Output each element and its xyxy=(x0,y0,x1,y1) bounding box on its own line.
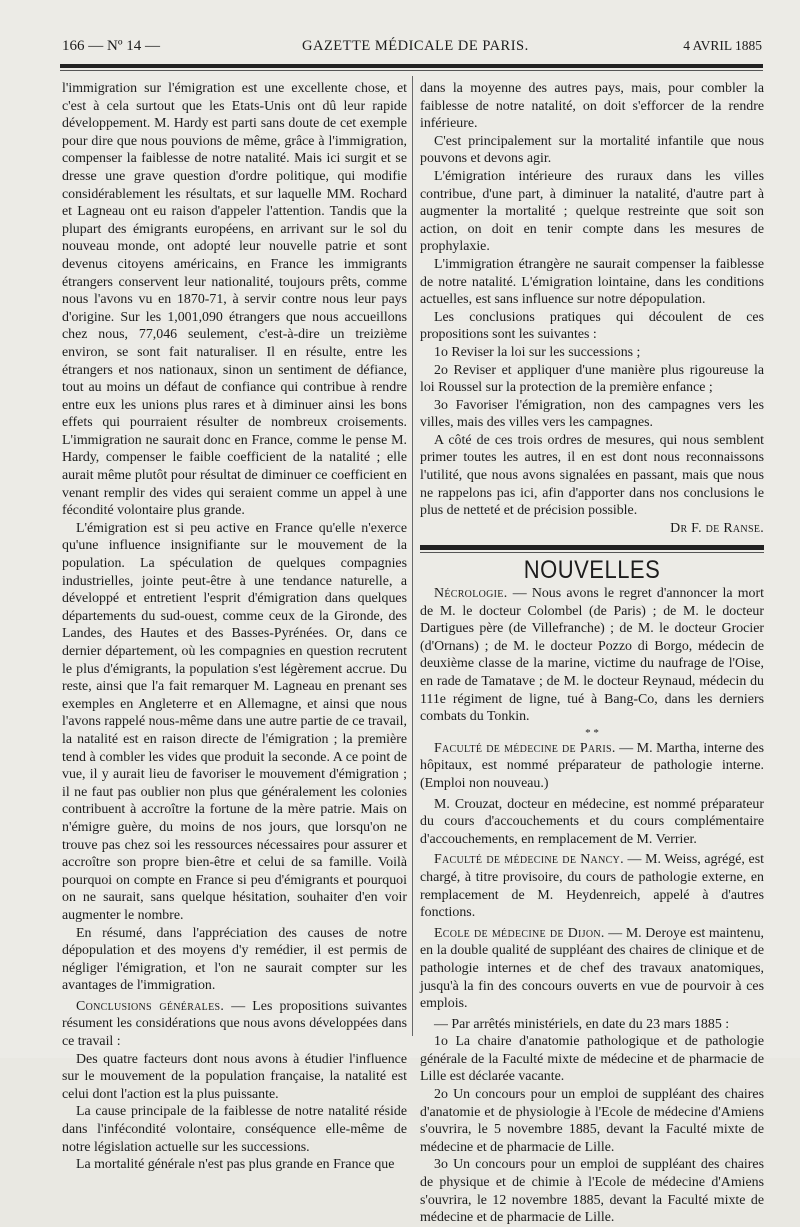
paragraph: L'immigration étrangère ne saurait compenser la faiblesse de notre natalité. L'émigration lointaine, dans les conditions actuelles, est sans influence sur notre dépopulation. xyxy=(420,256,764,308)
news-item xyxy=(420,740,764,793)
news-item xyxy=(420,585,764,726)
paragraph-text: — Les propositions suivantes résument les considérations que nous avons développées dans ce travail : xyxy=(62,998,407,1050)
list-item: 1o Reviser la loi sur les successions ; xyxy=(434,344,641,360)
section-title: NOUVELLES xyxy=(523,555,661,585)
paragraph: Les conclusions pratiques qui découlent de ces propositions sont les suivantes : xyxy=(420,309,764,343)
news-heading: Faculté de médecine de Paris. xyxy=(434,740,616,756)
news-heading: Nécrologie. xyxy=(434,586,508,602)
news-heading: Faculté de médecine de Nancy. xyxy=(434,852,624,868)
paragraph: En résumé, dans l'appréciation des causes de notre dépopulation et des moyens d'y remédier, il est permis de négliger l'émigration, et l'on ne saurait compter sur les avantages de l'immigration. xyxy=(62,925,407,994)
list-item: 2o Reviser et appliquer d'une manière plus rigoureuse la loi Roussel sur la protection de la première enfance ; xyxy=(420,362,764,396)
paragraph: C'est principalement sur la mortalité infantile que nous pouvons et devons agir. xyxy=(420,133,764,167)
news-item: 1o La chaire d'anatomie pathologique et de pathologie générale de la Faculté mixte de médecine et de pharmacie de Lille est déclarée vacante. xyxy=(420,1034,764,1085)
news-item xyxy=(420,851,764,921)
news-text: — M. Martha, interne des hôpitaux, est nommé préparateur de pathologie interne. (Emploi non nouveau.) xyxy=(420,740,765,791)
news-item: 2o Un concours pour un emploi de suppléant des chaires d'anatomie et de physiologie à l'Ecole de médecine d'Amiens s'ouvrira, le 5 novembre 1885, devant la Faculté mixte de médecine et de pharmacie de Lille. xyxy=(420,1087,764,1155)
news-item xyxy=(420,925,764,1013)
conclusions-paragraph xyxy=(62,998,407,1051)
right-column xyxy=(420,80,764,1227)
header-rule-thin xyxy=(60,70,763,71)
news-item: M. Crouzat, docteur en médecine, est nommé préparateur du cours d'accouchements et du cours complémentaire d'accouchements, en remplacement de M. Verrier. xyxy=(420,796,764,847)
page-header xyxy=(62,38,762,58)
news-heading: Ecole de médecine de Dijon. xyxy=(434,925,605,941)
separator-stars: * * xyxy=(585,726,599,739)
paragraph: La mortalité générale n'est pas plus grande en France que xyxy=(76,1157,395,1173)
journal-title: GAZETTE MÉDICALE DE PARIS. xyxy=(302,38,529,54)
paragraph: La cause principale de la faiblesse de notre natalité réside dans l'infécondité volontaire, conséquence elle-même de notre législation actuelle sur les successions. xyxy=(62,1104,407,1155)
paragraph: l'immigration sur l'émigration est une excellente chose, et c'est à cela surtout que les Etats-Unis ont dû leur rapide développement. M. Hardy est parti sans doute de cet exemple pour dire que nous pouvions de même, grâce à l'immigration, compenser la faiblesse de notre natalité. Mais ici surgit et se dresse une grave question d'ordre politique, qui modifie considérablement les résultats, et sur laquelle MM. Rochard et Lagneau ont eu raison d'appeler l'attention. Tandis que la plupart des émigrants européens, en arrivant sur le sol du nouveau monde, ont adopté leur nouvelle patrie et sont devenus citoyens américains, en France les immigrants étrangers conservent leur nationalité, toujours prêts, comme nous l'avons vu en 1870-71, à servir contre nous leur pays d'origine. Sur les 1,001,090 étrangers que nous accueillons chez nous, 77,046 seulement, c'est-à-dire un treizième environ, se sont fait naturaliser. Il en résulte, entre les étrangers et nos nationaux, sinon un sentiment de défiance, tout au moins un défaut de confiance qui contribue à rendre entre eux les unions plus rares et à diminuer ainsi les bons effets qui pourraient résulter de nombreux croisements. L'immigration ne saurait donc en France, comme le pense M. Hardy, compenser le faible coefficient de la natalité ; elle aurait même plutôt pour résultat de diminuer ce coefficient en venant remplir des vides qui seraient comme un appel à une fécondité volontaire plus grande. xyxy=(62,81,407,519)
column-divider xyxy=(412,76,413,1036)
news-text: — M. Weiss, agrégé, est chargé, à titre provisoire, du cours de pathologie externe, en remplacement de M. Heydenreich, appelé à d'autres fonctions. xyxy=(420,852,764,921)
page-number: 166 — Nº 14 — xyxy=(62,38,160,54)
header-rule xyxy=(60,64,763,68)
issue-date: 4 AVRIL 1885 xyxy=(683,38,762,53)
news-text: — Nous avons le regret d'annoncer la mort de M. le docteur Colombel (de Paris) ; de M. le docteur Dartigues père (de Villefranche) ; de M. le docteur Grocier (d'Ornans) ; de M. le docteur Pozzo di Borgo, médecin de deuxième classe de la marine, victime du naufrage de l'Oise, en rade de Tamatave ; de M. le docteur Reynaud, médecin du 111e régiment de ligne, tué à Bang-Co, dans les derniers combats du Tonkin. xyxy=(420,586,764,725)
news-text: — M. Deroye est maintenu, en la double qualité de suppléant des chaires de clinique et de pathologie internes et de chef des travaux anatomiques, jusqu'à la fin des concours ouverts en vue de pourvoir à ces emplois. xyxy=(420,925,764,1012)
paragraph: dans la moyenne des autres pays, mais, pour combler la faiblesse de notre natalité, on doit s'efforcer de la rendre inférieure. xyxy=(420,81,764,132)
paragraph: L'émigration intérieure des ruraux dans les villes contribue, d'une part, à diminuer la natalité, d'autre part à augmenter la mortalité ; quelque restreinte que soit son action, on doit en tenir compte dans les mesures de prophylaxie. xyxy=(420,168,764,255)
paragraph: L'émigration est si peu active en France qu'elle n'exerce qu'une influence insignifiante sur le mouvement de la population. La spéculation de quelques compagnies industrielles, jointe peut-être à une tendance naturelle, a développé et entretient l'esprit d'émigration dans quelques départements du sud-ouest, comme ceux de la Gironde, des Landes, des Hautes et des Basses-Pyrénées. Or, dans ce dernier département, où les compagnies en question recrutent le plus d'émigrants, la population s'est légèrement accrue. Du reste, ainsi que l'a fait remarquer M. Lagneau en prenant ses exemples en Angleterre et en Allemagne, et ainsi que nous l'avons rappelé nous-même dans une autre partie de ce travail, la natalité est en raison directe de l'émigration ; la première tend à combler les vides que produit la seconde. A ce point de vue, il y aurait lieu de favoriser le mouvement d'émigration ; il ne faut pas oublier non plus que généralement les colonies contribuent à accroître la fortune de la mère patrie. Mais on n'émigre guère, du moins de nos jours, que lorsqu'on ne trouve pas chez soi les ressources nécessaires pour assurer et accroître son propre bien-être et celui de sa famille. Voilà pourquoi on compte en France si peu d'émigrants et pourquoi on ne saurait, sans quelque hésitation, souhaiter d'en voir augmenter le nombre. xyxy=(62,520,407,923)
paragraph: A côté de ces trois ordres de mesures, qui nous semblent primer toutes les autres, il en est dont nous reconnaissons l'utilité, que nous avons signalées en passant, mais que nous ne rappelons pas ici, afin d'apporter dans nos conclusions le plus de netteté et de précision possible. xyxy=(420,432,764,519)
section-rule-thin xyxy=(420,552,764,553)
section-rule xyxy=(420,545,764,550)
news-item: — Par arrêtés ministériels, en date du 23 mars 1885 : xyxy=(434,1016,730,1032)
news-item: 3o Un concours pour un emploi de suppléant des chaires de physique et de chimie à l'Ecole de médecine d'Amiens s'ouvrira, le 12 novembre 1885, devant la Faculté mixte de médecine et de pharmacie de Lille. xyxy=(420,1157,764,1226)
author-signature: Dr F. de Ranse. xyxy=(670,520,764,536)
section-heading: Conclusions générales. xyxy=(76,998,225,1014)
left-column xyxy=(62,80,407,1174)
list-item: 3o Favoriser l'émigration, non des campagnes vers les villes, mais des villes vers les campagnes. xyxy=(420,397,764,431)
paragraph: Des quatre facteurs dont nous avons à étudier l'influence sur le mouvement de la population française, la natalité est celui dont l'action est la plus puissante. xyxy=(62,1051,407,1102)
